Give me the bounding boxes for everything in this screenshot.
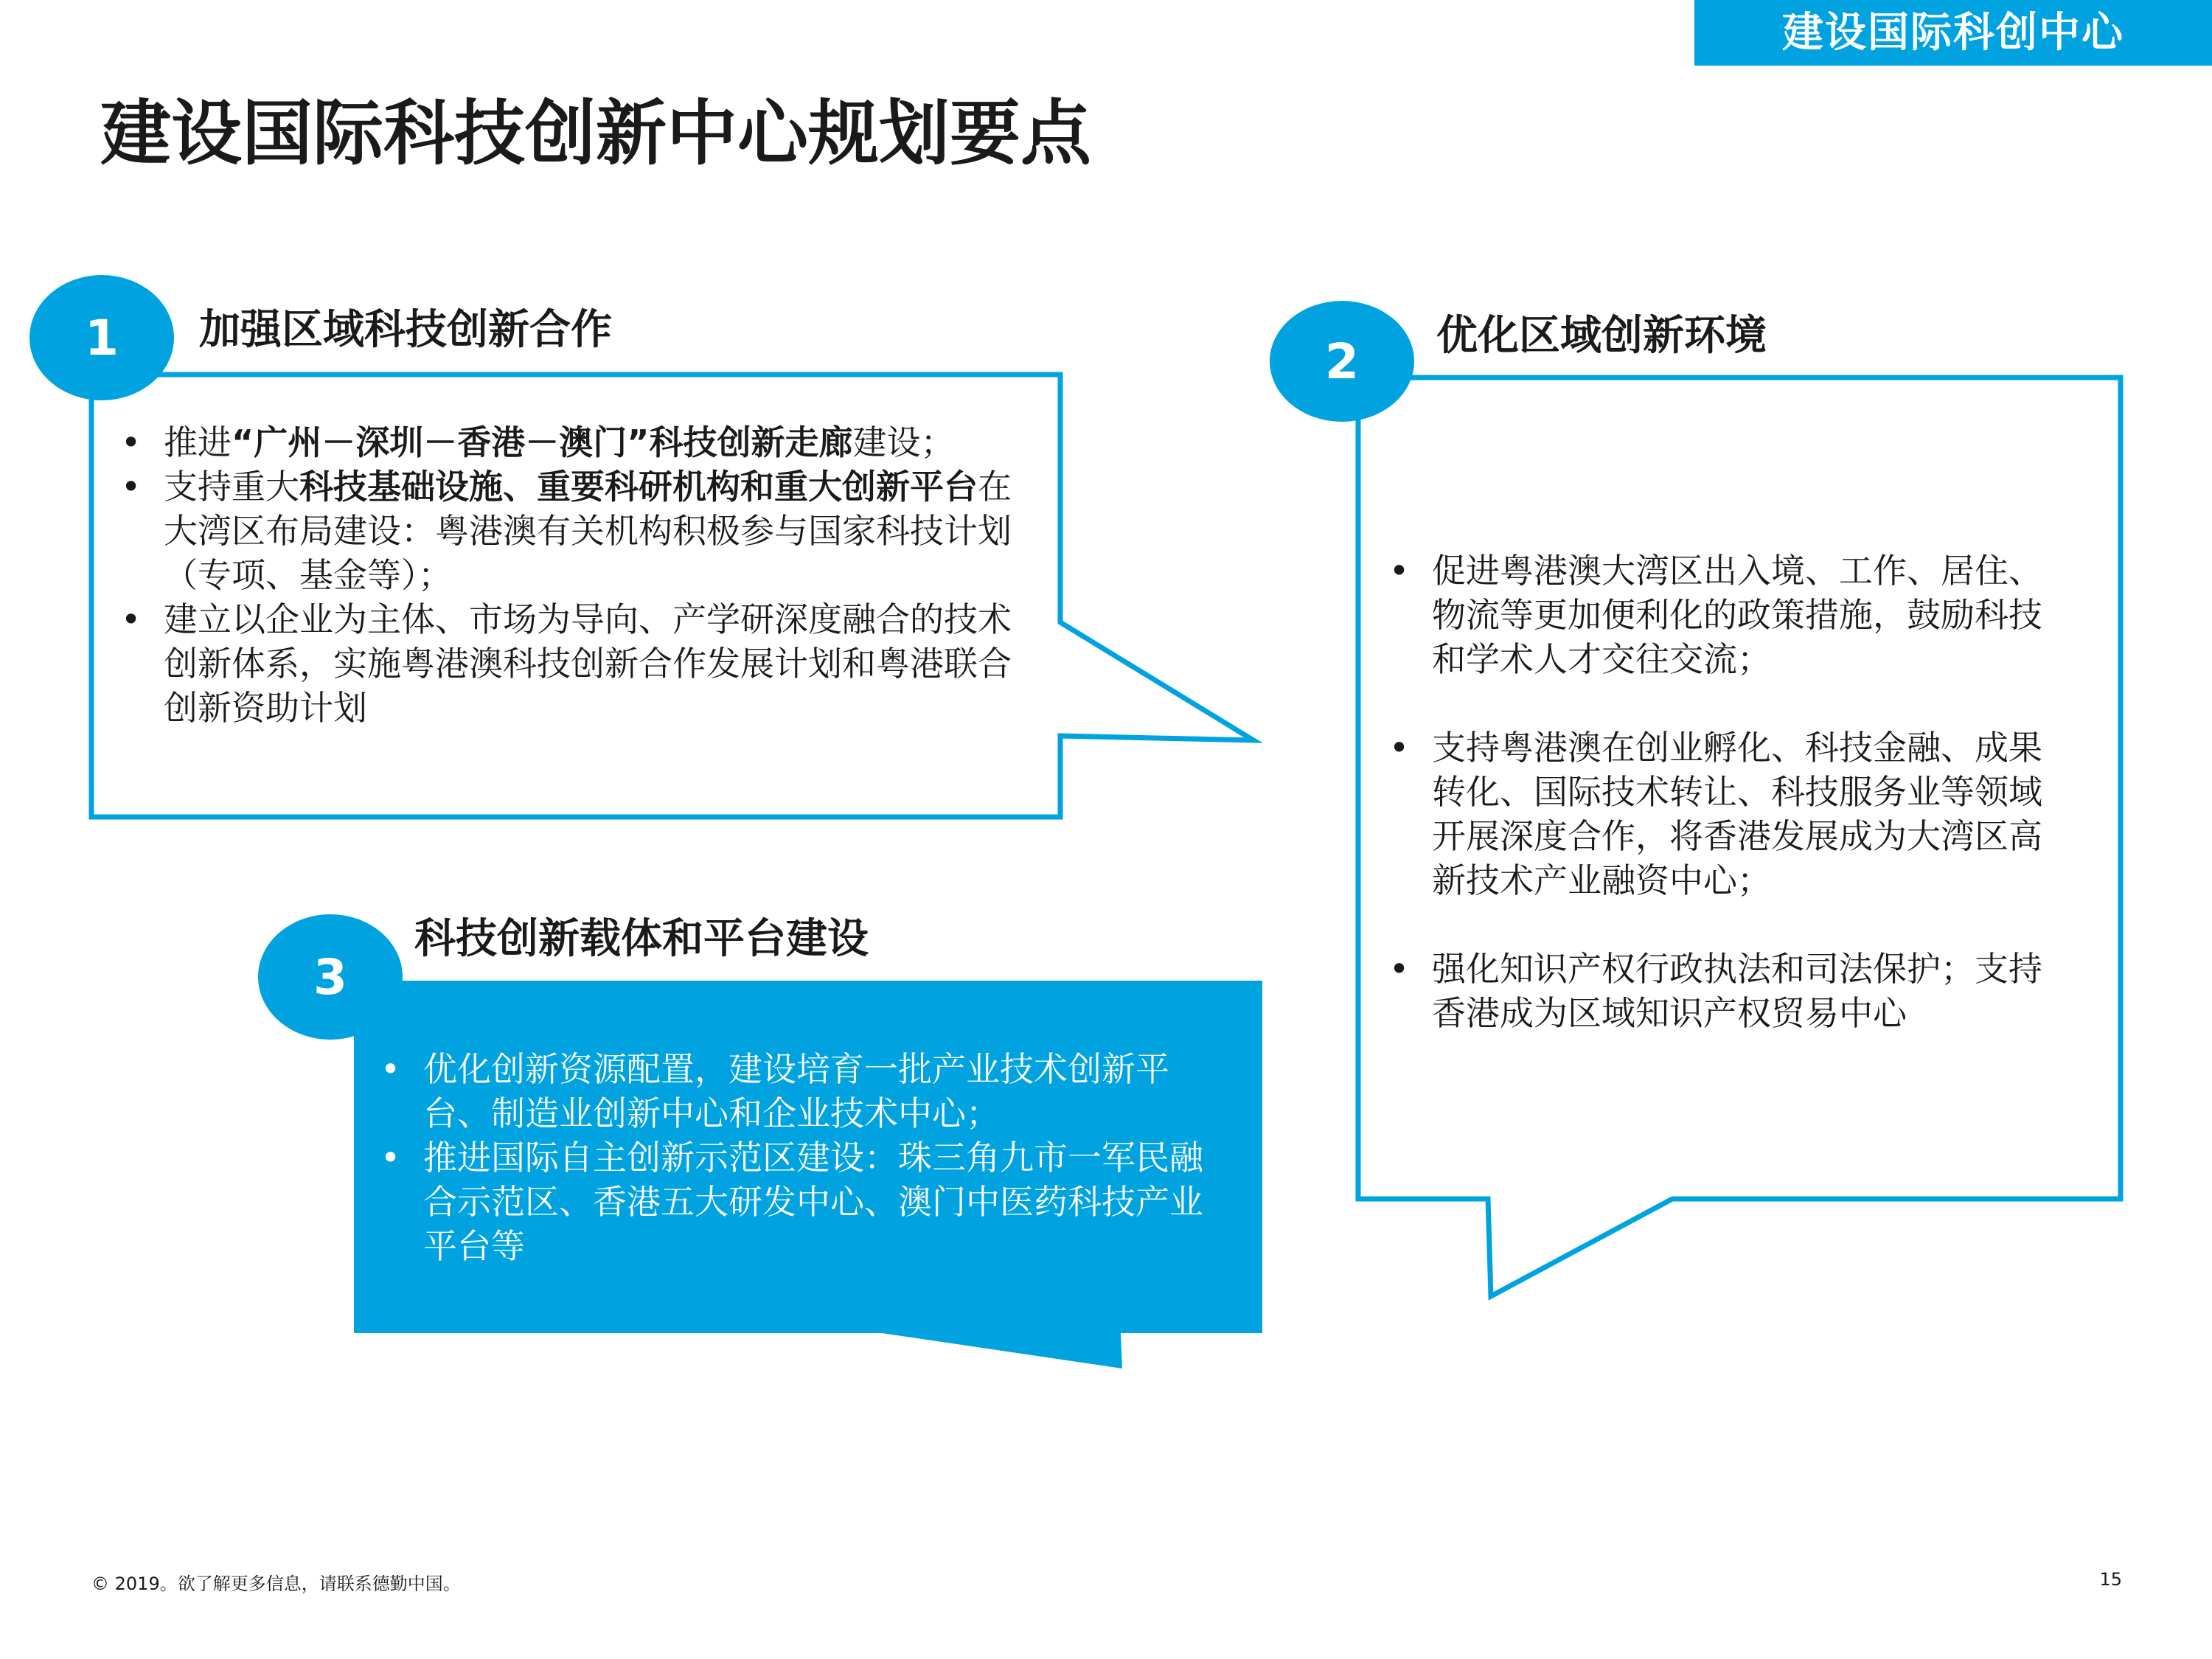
card-2-title: 优化区域创新环境 xyxy=(1436,312,1767,360)
card-1-bullet-1: • 推进“广州－深圳－香港－澳门”科技创新走廊建设； xyxy=(121,420,1028,465)
card-1-bullet-list xyxy=(121,420,1028,730)
card-3-bullet-2: • 推进国际自主创新示范区建设：珠三角九市一军民融合示范区、香港五大研发中心、澳门中医药科技产业平台等 xyxy=(380,1135,1221,1268)
card-3-title: 科技创新载体和平台建设 xyxy=(414,915,869,963)
card-2-bullet-list xyxy=(1389,549,2067,1035)
section-tag-banner: 建设国际科创中心 xyxy=(1694,0,2212,66)
card-2-bullet-3: • 强化知识产权行政执法和司法保护；支持香港成为区域知识产权贸易中心 xyxy=(1389,947,2067,1035)
card-3-bullet-list xyxy=(380,1047,1221,1268)
card-1-bullet-2: • 支持重大科技基础设施、重要科研机构和重大创新平台在大湾区布局建设：粤港澳有关机构积极参与国家科技计划（专项、基金等）； xyxy=(121,465,1028,597)
card-2-number-badge: 2 xyxy=(1270,301,1414,422)
footer-copyright: © 2019。欲了解更多信息，请联系德勤中国。 xyxy=(91,1573,461,1594)
card-1-bullet-3: • 建立以企业为主体、市场为导向、产学研深度融合的技术创新体系，实施粤港澳科技创新合作发展计划和粤港联合创新资助计划 xyxy=(121,597,1028,730)
card-3-number-badge: 3 xyxy=(258,914,403,1040)
card-1-title: 加强区域科技创新合作 xyxy=(199,306,612,354)
card-2-bullet-1: • 促进粤港澳大湾区出入境、工作、居住、物流等更加便利化的政策措施，鼓励科技和学术人才交往交流； xyxy=(1389,549,2067,681)
page-title: 建设国际科技创新中心规划要点 xyxy=(100,92,1091,175)
page-number: 15 xyxy=(2099,1569,2122,1590)
card-3-bullet-1: • 优化创新资源配置，建设培育一批产业技术创新平台、制造业创新中心和企业技术中心； xyxy=(380,1047,1221,1135)
card-2-bullet-2: • 支持粤港澳在创业孵化、科技金融、成果转化、国际技术转让、科技服务业等领域开展深度合作，将香港发展成为大湾区高新技术产业融资中心； xyxy=(1389,726,2067,902)
card-1-number-badge: 1 xyxy=(29,275,174,400)
